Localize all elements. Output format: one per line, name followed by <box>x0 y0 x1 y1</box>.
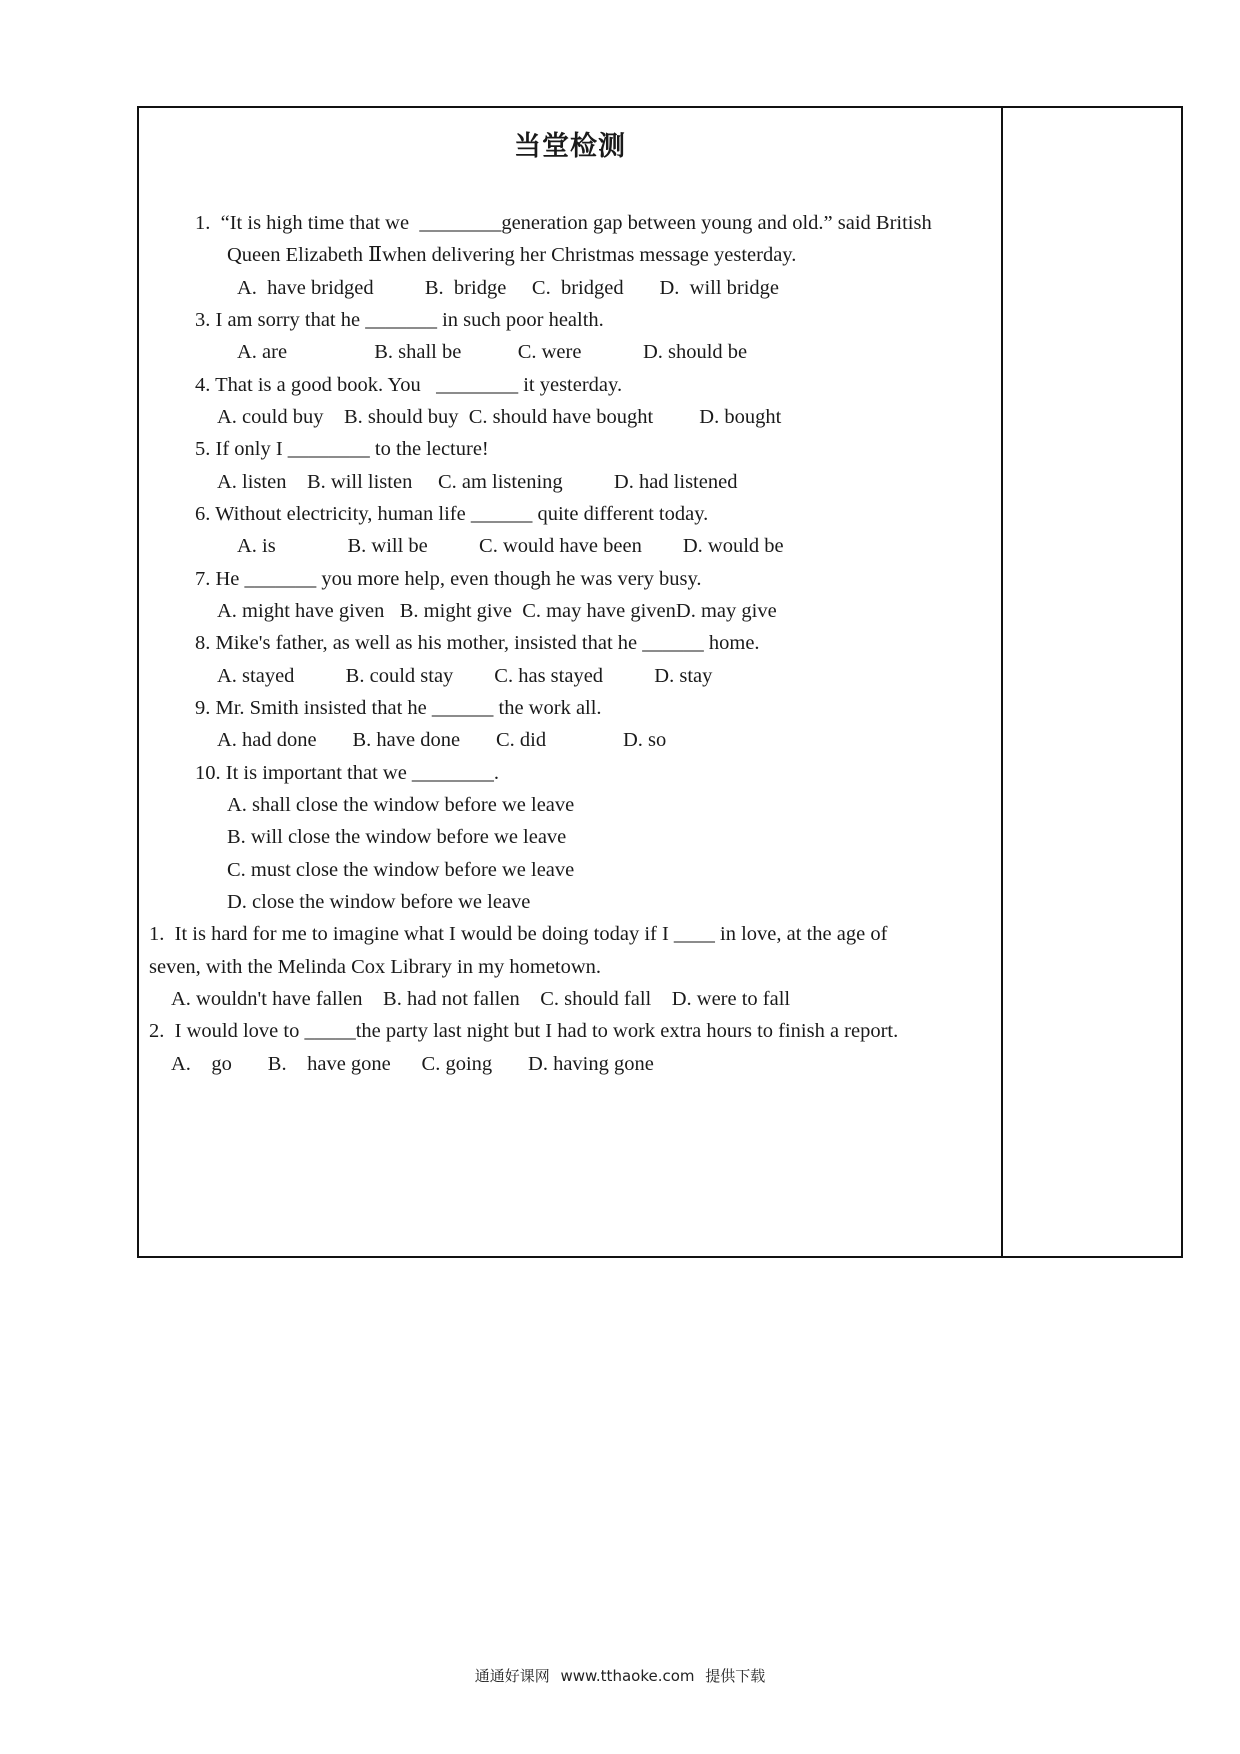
q6-stem: 6. Without electricity, human life ______ quite different today. <box>195 503 709 525</box>
q1-stem-line1: 1. “It is high time that we ________generation gap between young and old.” said British <box>195 212 932 234</box>
page-title: 当堂检测 <box>514 131 626 162</box>
q3-stem: 3. I am sorry that he _______ in such poor health. <box>195 309 604 331</box>
extra-q1-line1: 1. It is hard for me to imagine what I would be doing today if I ____ in love, at the age of <box>149 923 888 945</box>
q8-options: A. stayed B. could stay C. has stayed D. stay <box>217 665 713 687</box>
footer-url[interactable]: www.tthaoke.com <box>560 1667 695 1685</box>
q1-stem-line2: Queen Elizabeth Ⅱwhen delivering her Christmas message yesterday. <box>227 244 797 266</box>
q10-option-c: C. must close the window before we leave <box>227 859 575 881</box>
q9-stem: 9. Mr. Smith insisted that he ______ the work all. <box>195 697 602 719</box>
q10-stem: 10. It is important that we ________. <box>195 762 500 784</box>
extra-q1-line2: seven, with the Melinda Cox Library in my hometown. <box>149 956 602 978</box>
q4-stem: 4. That is a good book. You ________ it yesterday. <box>195 374 623 396</box>
question-table <box>137 106 1183 1258</box>
q9-options: A. had done B. have done C. did D. so <box>217 729 667 751</box>
footer-tail: 提供下载 <box>705 1667 766 1685</box>
q7-options: A. might have given B. might give C. may have givenD. may give <box>217 600 777 622</box>
extra-q2-options: A. go B. have gone C. going D. having gone <box>171 1053 654 1075</box>
footer-site-name: 通通好课网 <box>474 1667 550 1685</box>
extra-q1-options: A. wouldn't have fallen B. had not fallen C. should fall D. were to fall <box>171 988 791 1010</box>
q8-stem: 8. Mike's father, as well as his mother, insisted that he ______ home. <box>195 632 760 654</box>
table-divider <box>1001 108 1003 1256</box>
q5-options: A. listen B. will listen C. am listening D. had listened <box>217 471 738 493</box>
q10-option-a: A. shall close the window before we leave <box>227 794 575 816</box>
q3-options: A. are B. shall be C. were D. should be <box>237 341 748 363</box>
q1-options: A. have bridged B. bridge C. bridged D. will bridge <box>237 277 780 299</box>
q7-stem: 7. He _______ you more help, even though he was very busy. <box>195 568 702 590</box>
q4-options: A. could buy B. should buy C. should have bought D. bought <box>217 406 782 428</box>
page-footer <box>0 1665 1240 1686</box>
q5-stem: 5. If only I ________ to the lecture! <box>195 438 489 460</box>
extra-q2-stem: 2. I would love to _____the party last night but I had to work extra hours to finish a report. <box>149 1020 899 1042</box>
q10-option-b: B. will close the window before we leave <box>227 826 567 848</box>
q10-option-d: D. close the window before we leave <box>227 891 531 913</box>
q6-options: A. is B. will be C. would have been D. would be <box>237 535 784 557</box>
